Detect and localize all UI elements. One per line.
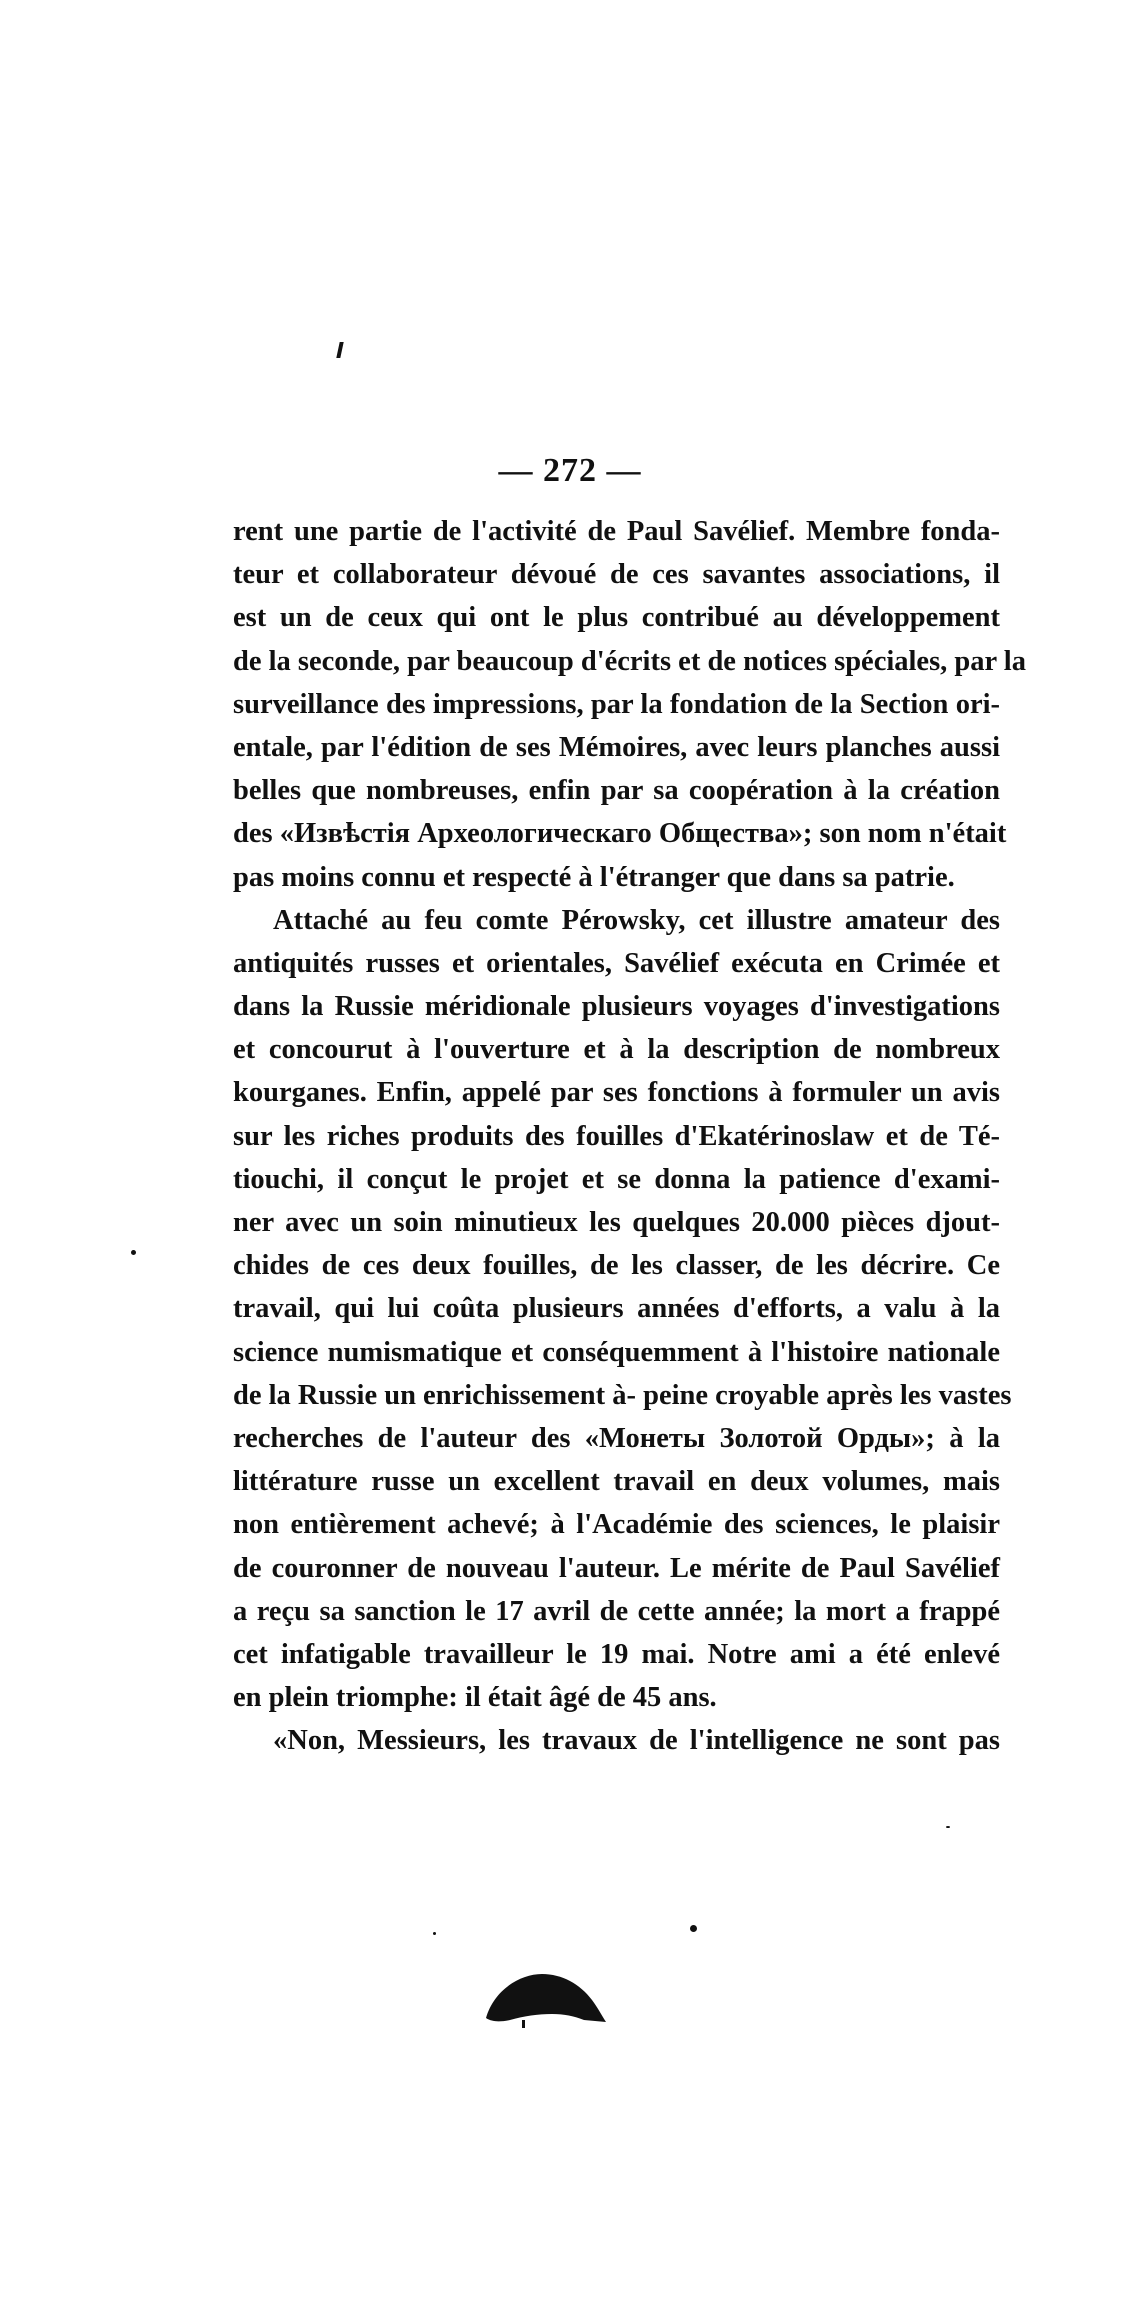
- text-line: entale, par l'édition de ses Mémoires, avec leurs planches aussi: [233, 731, 1000, 763]
- text-line: Attaché au feu comte Pérowsky, cet illustre amateur des: [273, 904, 1000, 936]
- text-line: recherches de l'auteur des «Монеты Золотой Орды»; à la: [233, 1422, 1000, 1454]
- text-line: travail, qui lui coûta plusieurs années d'efforts, a valu à la: [233, 1293, 1000, 1325]
- page-number: — 272 —: [498, 452, 642, 489]
- text-line: et concourut à l'ouverture et à la description de nombreux: [233, 1034, 1000, 1066]
- text-line: de la seconde, par beaucoup d'écrits et de notices spéciales, par la: [233, 645, 1026, 677]
- text-line: littérature russe un excellent travail en deux volumes, mais: [233, 1466, 1000, 1498]
- text-line: de couronner de nouveau l'auteur. Le mérite de Paul Savélief: [233, 1552, 1000, 1584]
- text-line: science numismatique et conséquemment à l'histoire nationale: [233, 1336, 1000, 1368]
- text-line: kourganes. Enfin, appelé par ses fonctions à formuler un avis: [233, 1077, 1000, 1109]
- text-line: non entièrement achevé; à l'Académie des sciences, le plaisir: [233, 1509, 1000, 1541]
- text-line: tiouchi, il conçut le projet et se donna la patience d'exami-: [233, 1163, 1000, 1195]
- ink-speck: [946, 1826, 950, 1828]
- text-line: ner avec un soin minutieux les quelques 20.000 pièces djout-: [233, 1207, 1000, 1238]
- text-line: chides de ces deux fouilles, de les classer, de les décrire. Ce: [233, 1250, 1000, 1282]
- text-line: «Non, Messieurs, les travaux de l'intelligence ne sont pas: [273, 1725, 1000, 1757]
- text-line: teur et collaborateur dévoué de ces savantes associations, il: [233, 559, 1000, 591]
- text-line: pas moins connu et respecté à l'étranger que dans sa patrie.: [233, 861, 955, 893]
- ink-speck: [131, 1250, 136, 1255]
- text-line: dans la Russie méridionale plusieurs voyages d'investigations: [233, 991, 1000, 1023]
- text-line: de la Russie un enrichissement à- peine croyable après les vastes: [233, 1379, 1012, 1411]
- text-line: belles que nombreuses, enfin par sa coopération à la création: [233, 775, 1000, 807]
- text-line: en plein triomphe: il était âgé de 45 ans.: [233, 1682, 717, 1714]
- ink-blot: [480, 1960, 620, 2030]
- text-line: cet infatigable travailleur le 19 mai. Notre ami a été enlevé: [233, 1638, 1000, 1670]
- text-line: antiquités russes et orientales, Savélief exécuta en Crimée et: [233, 947, 1000, 979]
- text-line: surveillance des impressions, par la fondation de la Section ori-: [233, 688, 1000, 720]
- text-line: est un de ceux qui ont le plus contribué au développement: [233, 602, 1000, 634]
- text-line: a reçu sa sanction le 17 avril de cette année; la mort a frappé: [233, 1595, 1000, 1627]
- ink-speck: [433, 1932, 436, 1935]
- body-text: [233, 510, 1026, 1762]
- text-line: des «Извѣстія Археологическаго Общества»; son nom n'était: [233, 818, 1007, 850]
- text-line: rent une partie de l'activité de Paul Savélief. Membre fonda-: [233, 516, 1000, 547]
- text-line: sur les riches produits des fouilles d'Ekatérinoslaw et de Té-: [233, 1120, 1000, 1152]
- ink-speck: [690, 1925, 697, 1932]
- ink-mark: [336, 342, 343, 358]
